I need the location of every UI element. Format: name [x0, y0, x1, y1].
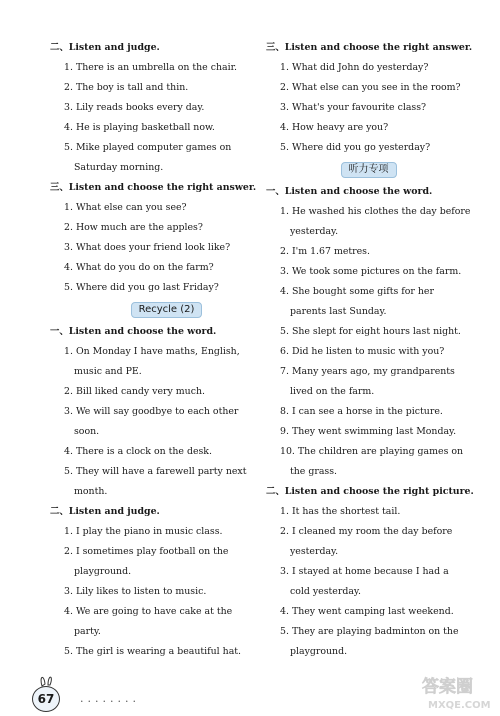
item-text: The girl is wearing a beautiful hat. — [75, 646, 242, 657]
item-number: 3. — [280, 266, 289, 277]
list-item — [50, 198, 255, 218]
item-number: 4. — [280, 286, 289, 297]
item-number: 5. — [64, 646, 73, 657]
list-item — [266, 362, 471, 402]
item-number: 1. — [280, 206, 289, 217]
list-item — [50, 58, 255, 78]
list-item — [50, 138, 255, 178]
list-item — [50, 582, 255, 602]
section-heading: 一、Listen and choose the word. — [50, 326, 217, 337]
page-footer — [30, 672, 500, 714]
list-item — [266, 602, 471, 622]
item-number: 5. — [64, 282, 73, 293]
list-item — [266, 58, 471, 78]
item-text: What does your friend look like? — [75, 242, 231, 253]
page-number: 67 — [32, 686, 60, 712]
item-number: 1. — [64, 202, 73, 213]
item-text: There is a clock on the desk. — [75, 446, 212, 457]
item-text: Lily reads books every day. — [75, 102, 205, 113]
item-text: I sometimes play football on the playground. — [74, 546, 229, 577]
item-number: 10. — [280, 446, 295, 457]
item-number: 3. — [64, 102, 73, 113]
listening-special-badge: 听力专项 — [341, 162, 397, 178]
item-number: 4. — [64, 262, 73, 273]
section-heading: 三、Listen and choose the right answer. — [266, 42, 473, 53]
item-number: 6. — [280, 346, 289, 357]
item-text: The boy is tall and thin. — [75, 82, 189, 93]
section-left-judge-2 — [50, 502, 255, 662]
item-text: We took some pictures on the farm. — [291, 266, 462, 277]
list-item — [50, 258, 255, 278]
item-text: They are playing badminton on the playground. — [290, 626, 459, 657]
item-number: 4. — [280, 606, 289, 617]
list-item — [50, 78, 255, 98]
item-text: Mike played computer games on Saturday morning. — [74, 142, 232, 173]
left-column — [50, 38, 255, 662]
item-text: She slept for eight hours last night. — [291, 326, 461, 337]
item-number: 2. — [64, 82, 73, 93]
list-item — [50, 642, 255, 662]
watermark-logo — [420, 672, 500, 712]
section-left-word — [50, 322, 255, 502]
section-heading: 二、Listen and choose the right picture. — [266, 486, 474, 497]
item-number: 3. — [280, 566, 289, 577]
item-number: 4. — [280, 122, 289, 133]
section-heading: 三、Listen and choose the right answer. — [50, 182, 257, 193]
item-number: 3. — [280, 102, 289, 113]
item-number: 3. — [64, 242, 73, 253]
list-item — [50, 602, 255, 642]
item-number: 2. — [280, 246, 289, 257]
list-item — [50, 238, 255, 258]
item-text: I stayed at home because I had a cold yesterday. — [290, 566, 449, 597]
recycle-badge-row — [50, 300, 255, 320]
item-number: 5. — [64, 466, 73, 477]
svg-text:MXQE.COM: MXQE.COM — [428, 700, 491, 711]
list-item — [50, 522, 255, 542]
list-item — [266, 242, 471, 262]
list-item — [266, 98, 471, 118]
list-item — [266, 78, 471, 98]
list-item — [50, 462, 255, 502]
list-item — [266, 562, 471, 602]
list-item — [266, 118, 471, 138]
list-item — [266, 522, 471, 562]
list-item — [266, 138, 471, 158]
item-text: How heavy are you? — [291, 122, 389, 133]
item-text: He washed his clothes the day before yesterday. — [290, 206, 471, 237]
item-text: I'm 1.67 metres. — [291, 246, 370, 257]
item-number: 3. — [64, 586, 73, 597]
list-item — [266, 322, 471, 342]
item-number: 9. — [280, 426, 289, 437]
item-text: How much are the apples? — [75, 222, 203, 233]
list-item — [50, 118, 255, 138]
item-text: On Monday I have maths, English, music and PE. — [74, 346, 240, 377]
listening-badge-row — [266, 160, 471, 180]
item-number: 5. — [280, 142, 289, 153]
item-text: They will have a farewell party next month. — [74, 466, 247, 497]
item-number: 7. — [280, 366, 289, 377]
item-text: Where did you go yesterday? — [291, 142, 431, 153]
section-heading: 二、Listen and judge. — [50, 506, 160, 517]
item-text: I cleaned my room the day before yesterday. — [290, 526, 453, 557]
section-left-judge-1 — [50, 38, 255, 178]
section-heading: 二、Listen and judge. — [50, 42, 160, 53]
item-number: 2. — [64, 386, 73, 397]
item-text: What do you do on the farm? — [75, 262, 214, 273]
list-item — [266, 202, 471, 242]
list-item — [50, 542, 255, 582]
item-text: Lily likes to listen to music. — [75, 586, 207, 597]
svg-text:答案圈: 答案圈 — [422, 677, 473, 697]
item-text: What did John do yesterday? — [291, 62, 429, 73]
item-text: Many years ago, my grandparents lived on the farm. — [290, 366, 455, 397]
section-heading: 一、Listen and choose the word. — [266, 186, 433, 197]
list-item — [266, 262, 471, 282]
item-number: 2. — [280, 82, 289, 93]
list-item — [266, 622, 471, 662]
item-number: 1. — [280, 506, 289, 517]
item-number: 3. — [64, 406, 73, 417]
footer-dots: ........ — [80, 692, 140, 705]
item-number: 2. — [64, 222, 73, 233]
item-number: 5. — [280, 626, 289, 637]
item-text: He is playing basketball now. — [75, 122, 215, 133]
right-column — [266, 38, 474, 662]
item-number: 8. — [280, 406, 289, 417]
item-number: 4. — [64, 606, 73, 617]
list-item — [50, 442, 255, 462]
item-number: 1. — [64, 346, 73, 357]
item-text: The children are playing games on the grass. — [290, 446, 464, 477]
item-text: There is an umbrella on the chair. — [75, 62, 238, 73]
list-item — [266, 282, 471, 322]
item-text: She bought some gifts for her parents last Sunday. — [290, 286, 434, 317]
item-number: 5. — [280, 326, 289, 337]
item-text: What else can you see in the room? — [291, 82, 461, 93]
item-text: They went camping last weekend. — [291, 606, 454, 617]
item-text: Where did you go last Friday? — [75, 282, 219, 293]
item-text: I can see a horse in the picture. — [291, 406, 443, 417]
list-item — [50, 98, 255, 118]
item-number: 2. — [64, 546, 73, 557]
list-item — [50, 278, 255, 298]
list-item — [266, 422, 471, 442]
list-item — [50, 382, 255, 402]
item-number: 5. — [64, 142, 73, 153]
recycle-badge: Recycle (2) — [131, 302, 203, 318]
section-right-picture — [266, 482, 474, 662]
list-item — [50, 218, 255, 238]
item-number: 2. — [280, 526, 289, 537]
item-text: Did he listen to music with you? — [291, 346, 445, 357]
item-number: 4. — [64, 122, 73, 133]
item-number: 4. — [64, 446, 73, 457]
item-text: We will say goodbye to each other soon. — [74, 406, 239, 437]
list-item — [266, 402, 471, 422]
list-item — [266, 442, 471, 482]
list-item — [50, 402, 255, 442]
list-item — [266, 342, 471, 362]
item-text: I play the piano in music class. — [75, 526, 223, 537]
item-text: They went swimming last Monday. — [291, 426, 457, 437]
item-number: 1. — [64, 62, 73, 73]
list-item — [50, 342, 255, 382]
list-item — [266, 502, 471, 522]
section-right-answer — [266, 38, 471, 158]
item-number: 1. — [64, 526, 73, 537]
section-left-answer — [50, 178, 255, 298]
item-number: 1. — [280, 62, 289, 73]
item-text: What's your favourite class? — [291, 102, 427, 113]
section-right-word — [266, 182, 471, 482]
item-text: It has the shortest tail. — [291, 506, 401, 517]
item-text: Bill liked candy very much. — [75, 386, 205, 397]
item-text: What else can you see? — [75, 202, 187, 213]
item-text: We are going to have cake at the party. — [74, 606, 233, 637]
